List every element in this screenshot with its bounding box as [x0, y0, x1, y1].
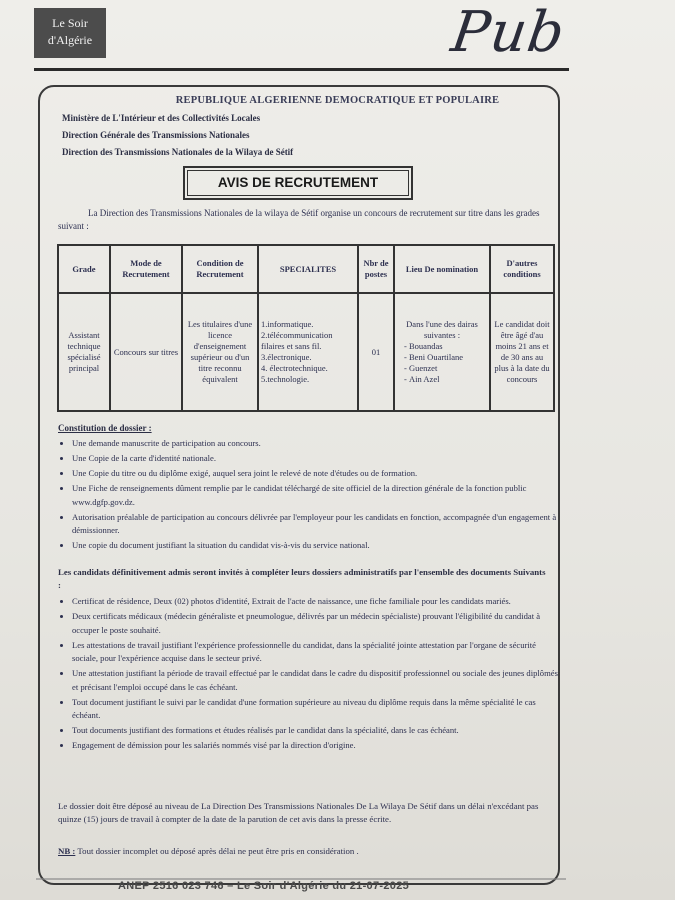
header-condition: Condition de Recrutement [182, 245, 258, 293]
specialite-item: 4. électrotechnique. [261, 363, 328, 373]
cell-nbr: 01 [358, 293, 394, 411]
recruitment-table [57, 244, 555, 412]
admis-list [58, 595, 562, 754]
dossier-item: • Une Copie de la carte d'identité nationale. [72, 452, 562, 466]
dossier-item: • Autorisation préalable de participation au concours délivrée par l'employeur pour les candidats en fonction, accompagnée d'un engagement à démissionner. [72, 511, 562, 538]
cell-grade: Assistant technique spécialisé principal [58, 293, 110, 411]
specialite-item: 5.technologie. [261, 374, 310, 384]
table-row [58, 293, 554, 411]
nb-label: NB : [58, 846, 76, 856]
direction-wilaya-line: Direction des Transmissions Nationales de la Wilaya de Sétif [62, 147, 294, 157]
cell-lieu [394, 293, 490, 411]
admis-item: • Certificat de résidence, Deux (02) photos d'identité, Extrait de l'acte de naissance, une fiche familiale pour les candidats mariés. [72, 595, 562, 609]
specialite-item: 2.télécommunication filaires et sans fil. [261, 330, 333, 351]
header-mode: Mode de Recrutement [110, 245, 182, 293]
admis-item: • Engagement de démission pour les salariés nommés visé par la direction d'origine. [72, 739, 562, 753]
newspaper-logo [34, 8, 106, 58]
specialite-item: 1.informatique. [261, 319, 314, 329]
cell-condition: Les titulaires d'une licence d'enseignement supérieur ou d'un titre reconnu équivalent [182, 293, 258, 411]
nb-text: Tout dossier incomplet ou déposé après délai ne peut être pris en considération . [77, 846, 359, 856]
header-autres: D'autres conditions [490, 245, 554, 293]
table-header-row [58, 245, 554, 293]
intro-paragraph: La Direction des Transmissions Nationales de la wilaya de Sétif organise un concours de recrutement sur titre dans les grades suivant : [58, 208, 540, 231]
header-lieu: Lieu De nomination [394, 245, 490, 293]
lieu-list [397, 341, 487, 385]
admis-item: • Deux certificats médicaux (médecin généraliste et pneumologue, délivrés par un médecin spécialiste) prouvant l'éligibilité du candidat à occuper le poste souhaité. [72, 610, 562, 637]
header-rule [34, 68, 569, 71]
header-grade: Grade [58, 245, 110, 293]
dossier-item: • Une Copie du titre ou du diplôme exigé, auquel sera joint le relevé de note d'études ou de formation. [72, 467, 562, 481]
header-nbr: Nbr de postes [358, 245, 394, 293]
admis-intro: Les candidats définitivement admis seront invités à compléter leurs dossiers administratifs par l'ensemble des documents Suivants : [58, 567, 546, 590]
logo-line-2: d'Algérie [47, 33, 93, 47]
title-box [183, 166, 413, 200]
header-specialites: SPECIALITES [258, 245, 358, 293]
dossier-item: • Une copie du document justifiant la situation du candidat vis-à-vis du service national. [72, 539, 562, 553]
admis-item: • Une attestation justifiant la période de travail effectué par le candidat dans le cadre du dispositif professionnel ou sociale des jeunes diplômés et précisant l'emploi occupé dans le cas échéant. [72, 667, 562, 694]
admis-item: • Tout document justifiant le suivi par le candidat d'une formation supérieure au niveau du diplôme requis dans la même spécialité le cas échéant. [72, 696, 562, 723]
dossier-title: Constitution de dossier : [58, 423, 152, 433]
ministry-line: Ministère de L'Intérieur et des Collectivités Locales [62, 113, 261, 123]
logo-line-1: Le Soir [52, 16, 88, 30]
cell-specialites [258, 293, 358, 411]
lieu-item: - Ain Azel [409, 374, 487, 385]
depot-paragraph: Le dossier doit être déposé au niveau de La Direction Des Transmissions Nationales De La Wilaya De Sétif dans un délai n'excédant pas quinze (15) jours de travail à compter de la date de la parution de cet avis dans la presse écrite. [58, 801, 539, 824]
dossier-item: • Une Fiche de renseignements dûment remplie par le candidat téléchargé de site officiel de la direction générale de la fonction public www.dgfp.gov.dz. [72, 482, 562, 509]
lieu-item: - Beni Ouartilane [409, 352, 487, 363]
lieu-item: - Bouandas [409, 341, 487, 352]
lieu-item: - Guenzet [409, 363, 487, 374]
anep-footer: ANEP 2516 023 746 – Le Soir d'Algérie du 21-07-2025 [118, 880, 410, 892]
dossier-list [58, 437, 562, 554]
lieu-intro: Dans l'une des dairas suivantes : [406, 319, 478, 340]
announcement-title: AVIS DE RECRUTEMENT [187, 170, 409, 196]
specialite-item: 3.électronique. [261, 352, 312, 362]
admis-item: • Les attestations de travail justifiant l'expérience professionnelle du candidat, dans la spécialité jointe attestation par l'organe de sécurité sociale, pour l'expérience acquise dans le secteur privé. [72, 639, 562, 666]
pub-label: Pub [447, 0, 570, 65]
nb-paragraph [58, 845, 550, 858]
dossier-item: • Une demande manuscrite de participation au concours. [72, 437, 562, 451]
republic-heading: REPUBLIQUE ALGERIENNE DEMOCRATIQUE ET POPULAIRE [175, 95, 500, 106]
admis-item: • Tout documents justifiant des formations et études réalisés par le candidat dans la spécialité, dans le cas échéant. [72, 724, 562, 738]
cell-autres: Le candidat doit être âgé d'au moins 21 ans et de 30 ans au plus à la date du concours [490, 293, 554, 411]
cell-mode: Concours sur titres [110, 293, 182, 411]
direction-generale-line: Direction Générale des Transmissions Nationales [62, 130, 250, 140]
